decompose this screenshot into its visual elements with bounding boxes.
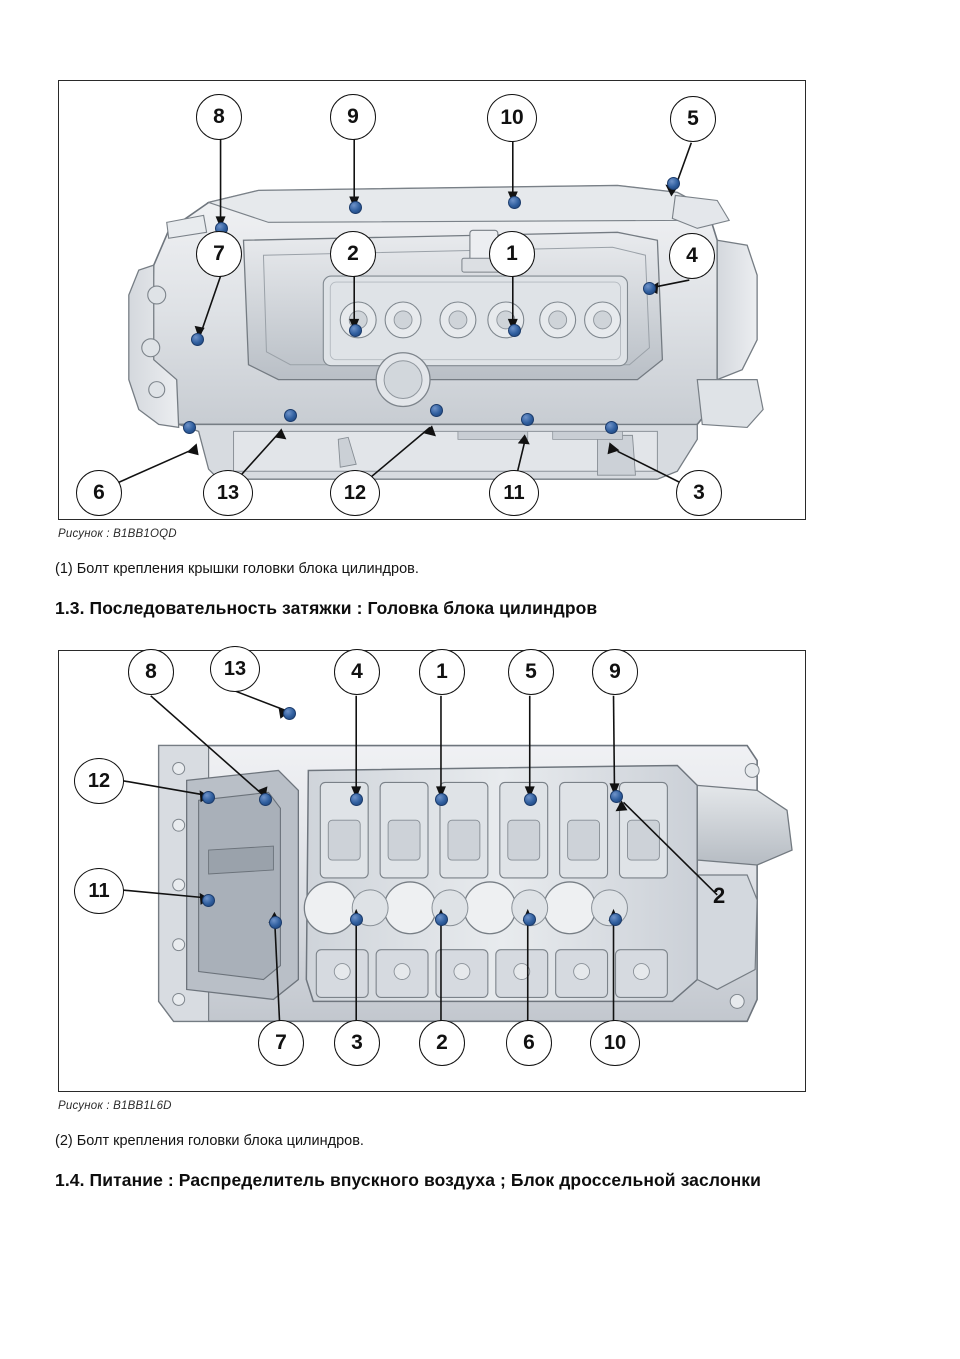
callout-bubble-13: 13: [210, 646, 260, 692]
callout-bubble-8: 8: [196, 94, 242, 140]
bolt-marker: [202, 791, 215, 804]
callout-bubble-5: 5: [508, 649, 554, 695]
bolt-marker: [284, 409, 297, 422]
bolt-marker: [435, 913, 448, 926]
callout-bubble-10: 10: [487, 94, 537, 142]
bolt-marker: [605, 421, 618, 434]
figure-1-caption: Рисунок : B1BB1OQD: [58, 528, 177, 540]
section-heading-1-3: 1.3. Последовательность затяжки : Головка блока цилиндров: [55, 598, 598, 618]
figure-2-caption: Рисунок : B1BB1L6D: [58, 1100, 172, 1112]
figure-cylinder-head-bolts: [58, 650, 806, 1092]
bolt-marker: [609, 913, 622, 926]
bolt-marker: [524, 793, 537, 806]
callout-bubble-8: 8: [128, 649, 174, 695]
bolt-marker: [350, 793, 363, 806]
callout-bubble-2: 2: [330, 231, 376, 277]
bolt-marker: [259, 793, 272, 806]
figure-2-note: (2) Болт крепления головки блока цилиндров.: [55, 1133, 364, 1149]
callout-bubble-3: 3: [676, 470, 722, 516]
callout-bubble-9: 9: [330, 94, 376, 140]
section-heading-1-4: 1.4. Питание : Распределитель впускного воздуха ; Блок дроссельной заслонки: [55, 1170, 761, 1190]
callout-bubble-1: 1: [419, 649, 465, 695]
callout-bubble-11: 11: [489, 470, 539, 516]
callout-bubble-6: 6: [76, 470, 122, 516]
callout-bubble-4: 4: [334, 649, 380, 695]
callout-bubble-2: 2: [419, 1020, 465, 1066]
callout-bubble-6: 6: [506, 1020, 552, 1066]
callout-bubble-3: 3: [334, 1020, 380, 1066]
bolt-marker: [350, 913, 363, 926]
callout-bubble-13: 13: [203, 470, 253, 516]
bolt-marker: [183, 421, 196, 434]
bolt-marker: [283, 707, 296, 720]
bolt-marker: [667, 177, 680, 190]
callout-bubble-9: 9: [592, 649, 638, 695]
bolt-marker: [191, 333, 204, 346]
callout-bubble-7: 7: [196, 231, 242, 277]
callout-bubble-12: 12: [74, 758, 124, 804]
callout-bubble-7: 7: [258, 1020, 304, 1066]
callout-bubble-11: 11: [74, 868, 124, 914]
bolt-marker: [349, 201, 362, 214]
bolt-marker: [508, 324, 521, 337]
bolt-marker: [430, 404, 443, 417]
bolt-marker: [269, 916, 282, 929]
bolt-marker: [523, 913, 536, 926]
figure-1-drawing: [59, 81, 805, 519]
callout-bubble-4: 4: [669, 233, 715, 279]
bolt-marker: [521, 413, 534, 426]
callout-bubble-5: 5: [670, 96, 716, 142]
bolt-marker: [202, 894, 215, 907]
callout-label-2: 2: [713, 883, 726, 908]
figure-1-note: (1) Болт крепления крышки головки блока цилиндров.: [55, 561, 419, 577]
bolt-marker: [435, 793, 448, 806]
figure-cylinder-head-cover-bolts: [58, 80, 806, 520]
bolt-marker: [643, 282, 656, 295]
callout-bubble-1: 1: [489, 231, 535, 277]
bolt-marker: [610, 790, 623, 803]
bolt-marker: [508, 196, 521, 209]
callout-bubble-12: 12: [330, 470, 380, 516]
callout-bubble-10: 10: [590, 1020, 640, 1066]
bolt-marker: [349, 324, 362, 337]
